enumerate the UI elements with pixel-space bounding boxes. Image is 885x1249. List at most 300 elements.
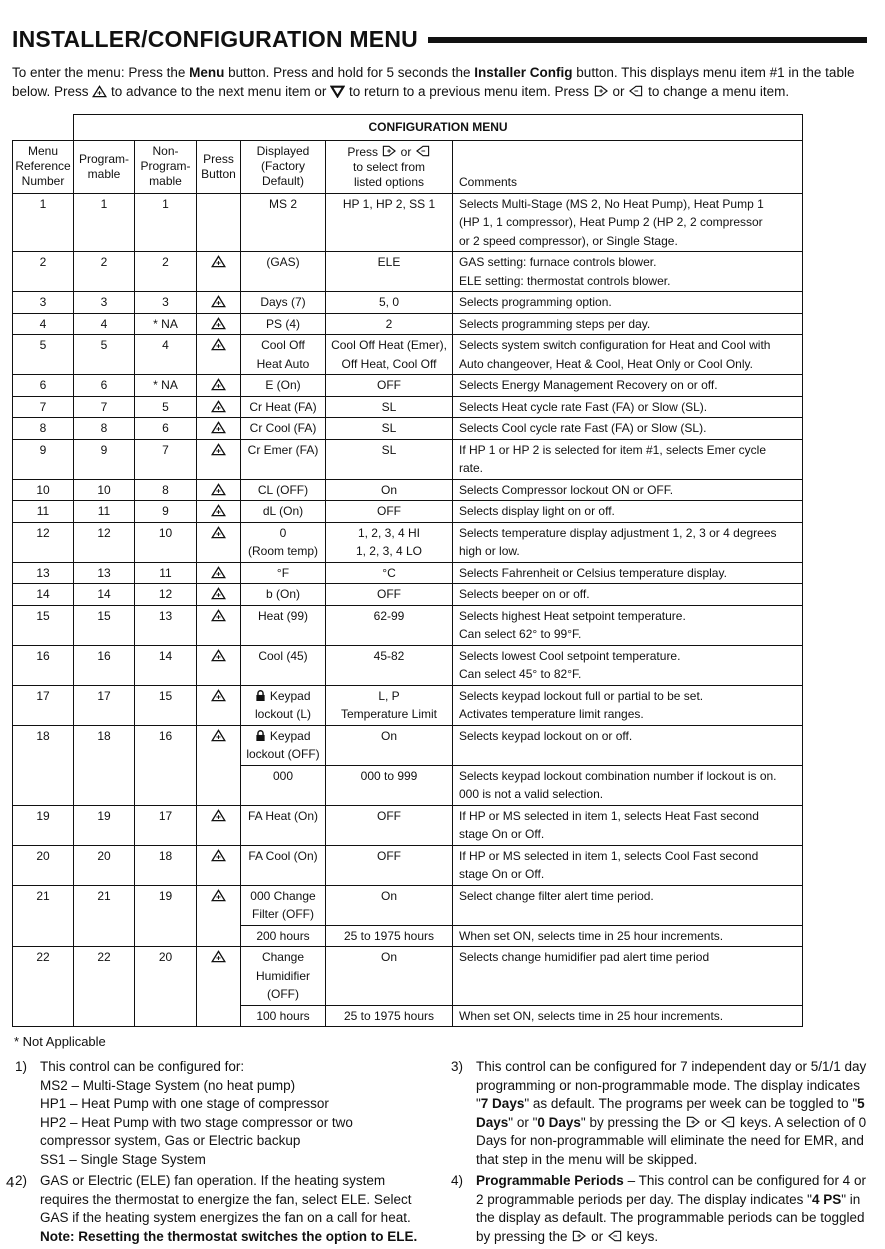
- table-row: [13, 479, 803, 501]
- footnote-text: [476, 1172, 871, 1246]
- cell-line: 25 to 1975 hours: [343, 1008, 435, 1023]
- cell-non-programmable: 3: [135, 292, 197, 314]
- cell-line: On: [380, 482, 397, 497]
- cell-select-options: [326, 562, 453, 584]
- cell-comments: [453, 193, 803, 252]
- cell-menu-reference: 6: [13, 375, 74, 397]
- cell-menu-reference: 20: [13, 845, 74, 885]
- cell-comments: [453, 252, 803, 292]
- cell-comments: [453, 725, 803, 765]
- cell-line: Cr Cool (FA): [249, 421, 317, 435]
- cell-line: On: [380, 728, 397, 743]
- configuration-table: [12, 114, 803, 1027]
- cell-press-button: [197, 605, 241, 645]
- text: Press: [347, 144, 382, 159]
- table-row: [13, 605, 803, 645]
- cell-displayed-default: [241, 947, 326, 1006]
- header-line: [136, 159, 195, 174]
- page-title: INSTALLER/CONFIGURATION MENU: [12, 26, 418, 52]
- cell-line: Selects highest Heat setpoint temperature.: [459, 608, 686, 623]
- cell-line: stage On or Off.: [459, 827, 545, 841]
- column-header: [135, 140, 197, 193]
- cell-comments: [453, 685, 803, 725]
- bold-text: Menu: [189, 65, 225, 80]
- table-row: [13, 313, 803, 335]
- cell-line: (Room temp): [247, 544, 318, 558]
- right-arrow-key-icon: [381, 144, 397, 160]
- footnote-column-left: [15, 1058, 435, 1249]
- left-arrow-key-icon: [607, 1228, 623, 1247]
- cell-line: When set ON, selects time in 25 hour increments.: [459, 1008, 724, 1023]
- cell-line: Cr Heat (FA): [249, 399, 317, 414]
- footnote-item: [451, 1058, 871, 1169]
- cell-programmable: 15: [74, 605, 135, 645]
- header-line: [14, 174, 72, 189]
- text: to advance to the next menu item or: [107, 84, 331, 99]
- right-arrow-key-icon: [685, 1114, 701, 1133]
- up-arrow-key-icon: [211, 502, 226, 521]
- cell-line: If HP 1 or HP 2 is selected for item #1, selects Emer cycle: [459, 442, 767, 457]
- cell-programmable: 9: [74, 439, 135, 479]
- cell-line: Off Heat, Cool Off: [341, 356, 437, 371]
- text: HP1 – Heat Pump with one stage of compressor: [40, 1096, 329, 1111]
- cell-line: MS 2: [268, 196, 297, 211]
- footnote-number: 4): [451, 1173, 464, 1188]
- cell-menu-reference: 15: [13, 605, 74, 645]
- cell-line: Select change filter alert time period.: [459, 888, 654, 903]
- header-line: [327, 160, 451, 175]
- cell-comments: [453, 584, 803, 606]
- cell-line: 0: [279, 525, 287, 540]
- cell-non-programmable: 4: [135, 335, 197, 375]
- footnote-line: [40, 1058, 435, 1077]
- left-arrow-key-icon: [628, 82, 644, 101]
- cell-comments: [453, 805, 803, 845]
- cell-line: 25 to 1975 hours: [343, 928, 435, 943]
- cell-non-programmable: * NA: [135, 313, 197, 335]
- table-banner-row: [13, 115, 803, 141]
- table-banner: CONFIGURATION MENU: [74, 115, 803, 141]
- cell-line: 62-99: [373, 608, 405, 623]
- cell-menu-reference: 1: [13, 193, 74, 252]
- cell-line: ELE: [377, 255, 401, 269]
- cell-menu-reference: 2: [13, 252, 74, 292]
- cell-menu-reference: 4: [13, 313, 74, 335]
- header-line: [242, 174, 324, 189]
- keypad-lock-icon: [255, 687, 266, 706]
- cell-programmable: 18: [74, 725, 135, 805]
- cell-select-options: [326, 522, 453, 562]
- up-arrow-key-icon: [211, 887, 226, 906]
- cell-displayed-default: [241, 584, 326, 606]
- cell-comments: [453, 418, 803, 440]
- cell-non-programmable: 2: [135, 252, 197, 292]
- cell-line: Auto changeover, Heat & Cool, Heat Only or Cool Only.: [459, 356, 753, 371]
- cell-non-programmable: * NA: [135, 375, 197, 397]
- cell-displayed-default: [241, 193, 326, 252]
- up-arrow-key-icon: [211, 398, 226, 417]
- cell-line: Selects programming option.: [459, 295, 612, 309]
- cell-line: Can select 62° to 99°F.: [459, 627, 582, 641]
- cell-press-button: [197, 885, 241, 947]
- up-arrow-key-icon: [211, 253, 226, 272]
- cell-non-programmable: 11: [135, 562, 197, 584]
- footnote-number: 1): [15, 1059, 28, 1074]
- text: mable: [87, 166, 121, 181]
- text: Non-: [152, 144, 179, 158]
- cell-non-programmable: 10: [135, 522, 197, 562]
- cell-line: Heat (99): [257, 608, 309, 623]
- cell-line: 45-82: [373, 648, 405, 663]
- cell-select-options: [326, 765, 453, 805]
- column-header: [241, 140, 326, 193]
- cell-line: Activates temperature limit ranges.: [459, 707, 644, 721]
- cell-press-button: [197, 479, 241, 501]
- cell-menu-reference: 19: [13, 805, 74, 845]
- bold-text: 4 PS: [811, 1191, 842, 1207]
- cell-comments: [453, 396, 803, 418]
- text: keys. A selection of 0 Days for non-programmable will eliminate the need for EMR, and that step in the menu will be skipped.: [476, 1114, 867, 1167]
- cell-line: Cool Off Heat (Emer),: [331, 338, 447, 352]
- cell-displayed-default: [241, 685, 326, 725]
- footnote-line: [40, 1077, 435, 1096]
- cell-press-button: [197, 584, 241, 606]
- cell-select-options: [326, 501, 453, 523]
- cell-displayed-default: [241, 562, 326, 584]
- column-header: [326, 140, 453, 193]
- table-row: [13, 292, 803, 314]
- cell-line: Selects programming steps per day.: [459, 316, 651, 331]
- cell-non-programmable: 16: [135, 725, 197, 805]
- table-row: [13, 193, 803, 252]
- table-row: [13, 645, 803, 685]
- cell-line: rate.: [459, 461, 484, 475]
- footnote-text: [476, 1058, 871, 1169]
- header-line: [14, 159, 72, 174]
- cell-menu-reference: 16: [13, 645, 74, 685]
- cell-select-options: [326, 885, 453, 925]
- cell-select-options: [326, 375, 453, 397]
- cell-menu-reference: 14: [13, 584, 74, 606]
- text: " in the display as default. The programmable periods can be toggled by pressing the: [476, 1191, 865, 1244]
- text: to return to a previous menu item. Press: [345, 84, 593, 99]
- cell-line: Selects keypad lockout full or partial to be set.: [459, 688, 704, 703]
- cell-select-options: [326, 605, 453, 645]
- cell-non-programmable: 7: [135, 439, 197, 479]
- text: compressor system, Gas or Electric backup: [40, 1133, 301, 1148]
- cell-line: b (On): [265, 587, 300, 601]
- cell-press-button: [197, 947, 241, 1027]
- cell-press-button: [197, 418, 241, 440]
- header-line: [14, 144, 72, 159]
- cell-non-programmable: 13: [135, 605, 197, 645]
- cell-press-button: [197, 501, 241, 523]
- cell-select-options: [326, 725, 453, 765]
- cell-select-options: [326, 805, 453, 845]
- cell-select-options: [326, 252, 453, 292]
- cell-line: Selects display light on or off.: [459, 504, 615, 518]
- cell-line: (OFF): [267, 987, 299, 1001]
- cell-line: Cool (45): [258, 648, 308, 663]
- cell-line: Selects beeper on or off.: [459, 587, 590, 601]
- cell-non-programmable: 8: [135, 479, 197, 501]
- cell-select-options: [326, 292, 453, 314]
- cell-line: If HP or MS selected in item 1, selects Cool Fast second: [459, 848, 759, 863]
- text: SS1 – Single Stage System: [40, 1151, 206, 1167]
- text: to select from: [352, 159, 426, 174]
- cell-non-programmable: 9: [135, 501, 197, 523]
- cell-programmable: 4: [74, 313, 135, 335]
- cell-line: ELE setting: thermostat controls blower.: [459, 273, 671, 288]
- cell-line: SL: [381, 399, 397, 414]
- cell-comments: [453, 845, 803, 885]
- cell-programmable: 3: [74, 292, 135, 314]
- up-arrow-key-icon: [211, 727, 226, 746]
- cell-non-programmable: 18: [135, 845, 197, 885]
- text: or: [700, 1114, 721, 1130]
- cell-displayed-default: [241, 292, 326, 314]
- cell-non-programmable: 12: [135, 584, 197, 606]
- text: This control can be configured for 7 independent day or 5/1/1 day programming or non-programmable mode. The display indicates ": [476, 1059, 867, 1111]
- text: Program-: [140, 159, 191, 173]
- bold-text: 0 Days: [537, 1114, 581, 1130]
- cell-line: 000 to 999: [360, 768, 418, 783]
- cell-comments: [453, 925, 803, 947]
- cell-programmable: 8: [74, 418, 135, 440]
- cell-programmable: 13: [74, 562, 135, 584]
- table-corner-spacer: [13, 115, 74, 141]
- table-row: [13, 396, 803, 418]
- keypad-lock-icon: [255, 727, 266, 746]
- cell-displayed-default: [241, 885, 326, 925]
- cell-line: CL (OFF): [257, 482, 309, 497]
- cell-select-options: [326, 193, 453, 252]
- cell-displayed-default: [241, 335, 326, 375]
- cell-programmable: 22: [74, 947, 135, 1027]
- cell-line: Selects keypad lockout combination number if lockout is on.: [459, 768, 777, 783]
- text: This control can be configured for:: [40, 1059, 245, 1074]
- cell-line: °F: [276, 565, 290, 580]
- intro-paragraph: [12, 63, 874, 101]
- up-arrow-key-icon: [211, 336, 226, 355]
- column-header: [453, 140, 803, 193]
- cell-menu-reference: 9: [13, 439, 74, 479]
- table-row: [13, 725, 803, 765]
- cell-menu-reference: 22: [13, 947, 74, 1027]
- up-arrow-key-icon: [211, 441, 226, 460]
- table-row: [13, 947, 803, 1006]
- cell-comments: [453, 562, 803, 584]
- cell-line: Days (7): [260, 295, 306, 309]
- table-row: [13, 584, 803, 606]
- up-arrow-key-icon: [211, 647, 226, 666]
- cell-line: Selects Heat cycle rate Fast (FA) or Slow (SL).: [459, 399, 708, 414]
- cell-comments: [453, 479, 803, 501]
- cell-menu-reference: 18: [13, 725, 74, 805]
- title-row: [12, 26, 871, 53]
- cell-non-programmable: 17: [135, 805, 197, 845]
- cell-programmable: 17: [74, 685, 135, 725]
- cell-line: (HP 1, 1 compressor), Heat Pump 2 (HP 2, 2 compressor: [459, 215, 763, 229]
- text: HP2 – Heat Pump with two stage compressor or two: [40, 1114, 353, 1130]
- cell-displayed-default: [241, 645, 326, 685]
- cell-non-programmable: 19: [135, 885, 197, 947]
- cell-line: dL (On): [262, 504, 304, 518]
- footnote-line: [40, 1095, 435, 1114]
- table-row: [13, 685, 803, 725]
- up-arrow-key-icon: [211, 585, 226, 604]
- title-rule: [428, 37, 867, 43]
- page-number: 4: [6, 1174, 15, 1191]
- cell-displayed-default: [241, 396, 326, 418]
- cell-select-options: [326, 313, 453, 335]
- bold-text: Installer Config: [474, 65, 573, 80]
- cell-select-options: [326, 947, 453, 1006]
- cell-line: Selects Energy Management Recovery on or off.: [459, 378, 718, 392]
- cell-line: Selects system switch configuration for Heat and Cool with: [459, 338, 771, 352]
- footnote-line: [40, 1151, 435, 1170]
- cell-line: Change: [261, 950, 305, 964]
- table-header-row: [13, 140, 803, 193]
- text: Comments: [459, 174, 518, 189]
- cell-displayed-default: [241, 522, 326, 562]
- cell-displayed-default: [241, 479, 326, 501]
- text: Menu: [27, 144, 59, 158]
- footnotes: [15, 1058, 871, 1249]
- cell-programmable: 6: [74, 375, 135, 397]
- cell-line: SL: [381, 421, 397, 435]
- cell-comments: [453, 439, 803, 479]
- cell-press-button: [197, 685, 241, 725]
- cell-line: 2: [385, 316, 393, 331]
- cell-displayed-default: [241, 725, 326, 765]
- table-row: [13, 375, 803, 397]
- cell-line: E (On): [265, 378, 301, 392]
- cell-line: Filter (OFF): [252, 907, 314, 921]
- footnote-item: [451, 1172, 871, 1246]
- up-arrow-key-icon: [211, 376, 226, 395]
- footnote-line: [40, 1114, 435, 1133]
- text: button. This displays menu item #1 in the table below. Press: [12, 65, 855, 99]
- cell-comments: [453, 605, 803, 645]
- cell-select-options: [326, 439, 453, 479]
- cell-line: OFF: [377, 378, 401, 392]
- cell-line: 1, 2, 3, 4 LO: [355, 544, 423, 558]
- text: MS2 – Multi-Stage System (no heat pump): [40, 1077, 296, 1093]
- table-row: [13, 418, 803, 440]
- column-header: [197, 140, 241, 193]
- cell-displayed-default: [241, 313, 326, 335]
- cell-menu-reference: 7: [13, 396, 74, 418]
- text: Default): [261, 174, 305, 188]
- cell-line: Can select 45° to 82°F.: [459, 667, 582, 681]
- cell-comments: [453, 313, 803, 335]
- cell-displayed-default: [241, 1005, 326, 1027]
- header-line: [198, 152, 239, 167]
- text: " as default. The programs per week can be toggled to ": [524, 1096, 858, 1111]
- cell-comments: [453, 292, 803, 314]
- text: Displayed: [256, 144, 310, 158]
- text: – This control can be configured for 4 or 2 programmable periods per day. The display indicates ": [476, 1173, 866, 1207]
- cell-press-button: [197, 375, 241, 397]
- header-line: [136, 174, 195, 189]
- cell-programmable: 2: [74, 252, 135, 292]
- up-arrow-key-icon: [211, 293, 226, 312]
- cell-non-programmable: 14: [135, 645, 197, 685]
- cell-programmable: 11: [74, 501, 135, 523]
- up-arrow-key-icon: [211, 524, 226, 543]
- cell-press-button: [197, 522, 241, 562]
- table-row: [13, 562, 803, 584]
- cell-programmable: 16: [74, 645, 135, 685]
- cell-line: 1, 2, 3, 4 HI: [357, 525, 421, 540]
- cell-line: Humidifier: [255, 968, 310, 983]
- up-arrow-key-icon: [211, 607, 226, 626]
- header-line: [136, 144, 195, 159]
- cell-displayed-default: [241, 925, 326, 947]
- cell-line: Heat Auto: [256, 356, 310, 371]
- cell-line: On: [380, 950, 397, 964]
- table-row: [13, 845, 803, 885]
- cell-non-programmable: 1: [135, 193, 197, 252]
- text: Press: [203, 151, 234, 166]
- footnote-column-right: [451, 1058, 871, 1249]
- text: button. Press and hold for 5 seconds the: [224, 65, 475, 80]
- cell-press-button: [197, 292, 241, 314]
- text: Program-: [78, 151, 129, 166]
- text: " or ": [508, 1114, 538, 1130]
- header-line: [327, 144, 451, 160]
- cell-menu-reference: 3: [13, 292, 74, 314]
- cell-select-options: [326, 925, 453, 947]
- cell-press-button: [197, 805, 241, 845]
- up-arrow-key-icon: [211, 564, 226, 583]
- footnote-number: 3): [451, 1059, 464, 1074]
- cell-programmable: 21: [74, 885, 135, 947]
- table-row: [13, 501, 803, 523]
- up-arrow-key-icon: [92, 82, 107, 101]
- cell-line: OFF: [377, 587, 401, 601]
- cell-line: lockout (OFF): [246, 747, 320, 761]
- cell-press-button: [197, 335, 241, 375]
- cell-line: Selects keypad lockout on or off.: [459, 728, 633, 743]
- cell-menu-reference: 21: [13, 885, 74, 947]
- cell-line: 000 is not a valid selection.: [459, 787, 604, 801]
- up-arrow-key-icon: [211, 419, 226, 438]
- column-header: [13, 140, 74, 193]
- cell-press-button: [197, 396, 241, 418]
- right-arrow-key-icon: [571, 1228, 587, 1247]
- cell-line: 000: [272, 768, 294, 783]
- cell-line: Keypad: [243, 727, 323, 746]
- cell-line: stage On or Off.: [459, 867, 545, 881]
- cell-displayed-default: [241, 439, 326, 479]
- text: or: [587, 1228, 607, 1244]
- cell-press-button: [197, 725, 241, 805]
- cell-press-button: [197, 562, 241, 584]
- cell-select-options: [326, 335, 453, 375]
- cell-select-options: [326, 685, 453, 725]
- cell-line: Selects Multi-Stage (MS 2, No Heat Pump), Heat Pump 1: [459, 196, 764, 211]
- cell-menu-reference: 10: [13, 479, 74, 501]
- header-line: [242, 159, 324, 174]
- text: " by pressing the: [580, 1114, 685, 1130]
- cell-select-options: [326, 479, 453, 501]
- cell-programmable: 10: [74, 479, 135, 501]
- cell-line: GAS setting: furnace controls blower.: [459, 255, 657, 269]
- cell-line: or 2 speed compressor), or Single Stage.: [459, 233, 678, 248]
- text: keys.: [622, 1228, 659, 1244]
